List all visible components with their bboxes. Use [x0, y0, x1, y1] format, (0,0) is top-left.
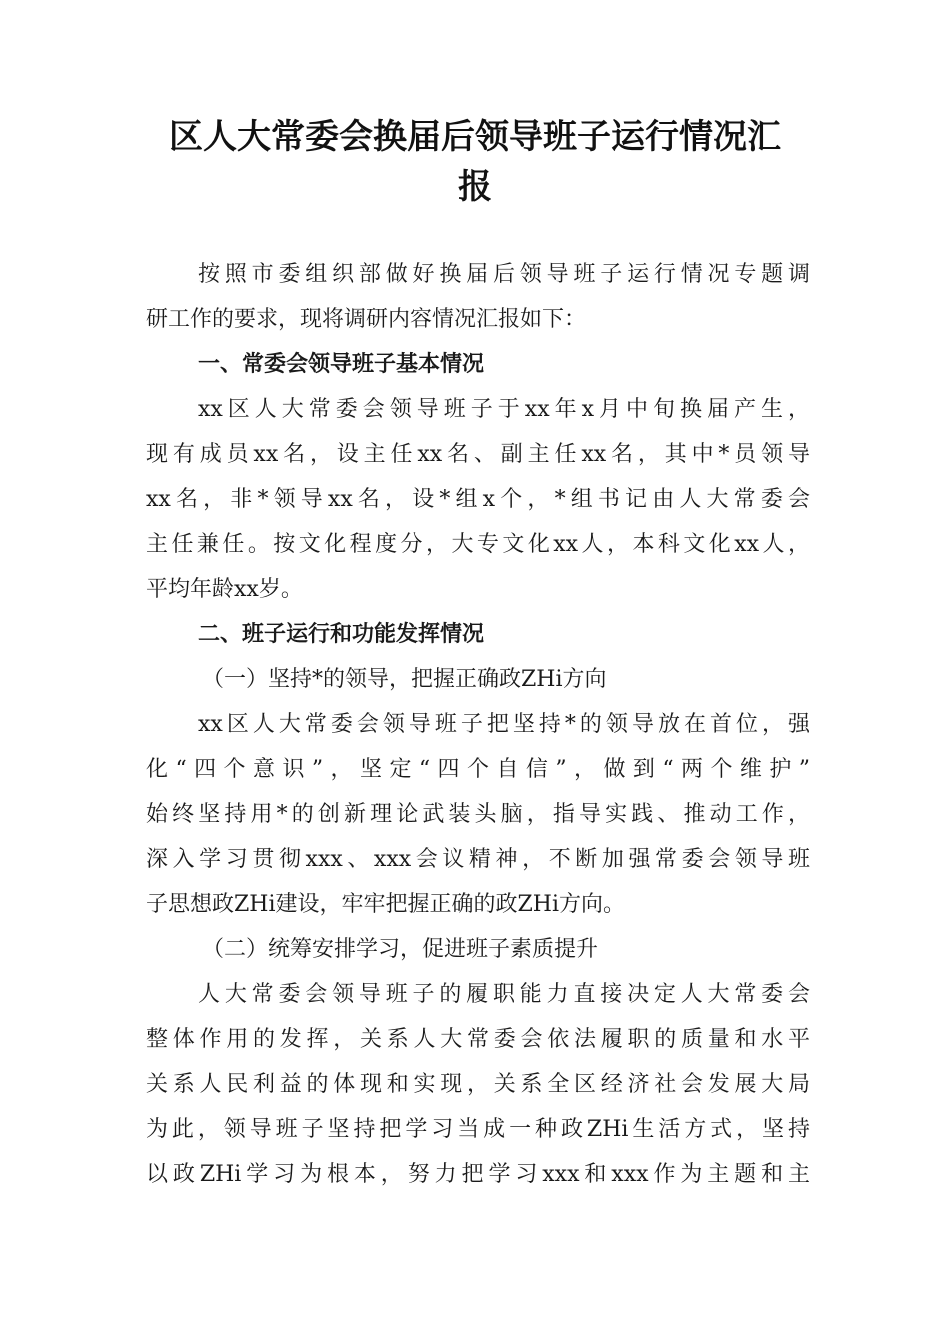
title-line-2: 报	[458, 167, 492, 207]
paragraph-line: 深入学习贯彻xxx、xxx会议精神，不断加强常委会领导班	[146, 847, 810, 872]
paragraph-line: xx区人大常委会领导班子把坚持*的领导放在首位，强	[198, 712, 810, 737]
paragraph-line: 为此，领导班子坚持把学习当成一种政ZHi生活方式，坚持	[146, 1117, 810, 1142]
section-heading-2: 二、班子运行和功能发挥情况	[198, 622, 485, 647]
paragraph-line: 现有成员xx名，设主任xx名、副主任xx名，其中*员领导	[146, 442, 810, 467]
paragraph-line: 始终坚持用*的创新理论武装头脑，指导实践、推动工作，	[146, 802, 810, 827]
paragraph-line: 化“四个意识”，坚定“四个自信”，做到“两个维护”	[146, 757, 810, 782]
title-line-1: 区人大常委会换届后领导班子运行情况汇	[169, 117, 781, 157]
paragraph-line: xx区人大常委会领导班子于xx年x月中旬换届产生，	[198, 397, 810, 422]
subsection-heading-2: （二）统筹安排学习，促进班子素质提升	[202, 937, 599, 962]
paragraph-line: 子思想政ZHi建设，牢牢把握正确的政ZHi方向。	[146, 892, 626, 917]
intro-line-2: 研工作的要求，现将调研内容情况汇报如下：	[146, 307, 587, 332]
document-title	[140, 112, 810, 212]
paragraph-line: 主任兼任。按文化程度分，大专文化xx人，本科文化xx人，	[146, 532, 810, 557]
paragraph-line: xx名，非*领导xx名，设*组x个，*组书记由人大常委会	[146, 487, 810, 512]
paragraph-line: 人大常委会领导班子的履职能力直接决定人大常委会	[198, 982, 810, 1007]
paragraph-line: 整体作用的发挥，关系人大常委会依法履职的质量和水平	[146, 1027, 810, 1052]
document-body	[146, 252, 810, 1197]
paragraph-line: 关系人民利益的体现和实现，关系全区经济社会发展大局	[146, 1072, 810, 1097]
paragraph-line: 以政ZHi学习为根本，努力把学习xxx和xxx作为主题和主	[146, 1162, 810, 1187]
section-heading-1: 一、常委会领导班子基本情况	[198, 352, 485, 377]
intro-line-1: 按照市委组织部做好换届后领导班子运行情况专题调	[198, 262, 810, 287]
paragraph-line: 平均年龄xx岁。	[146, 577, 303, 602]
subsection-heading-1: （一）坚持*的领导，把握正确政ZHi方向	[202, 667, 607, 692]
